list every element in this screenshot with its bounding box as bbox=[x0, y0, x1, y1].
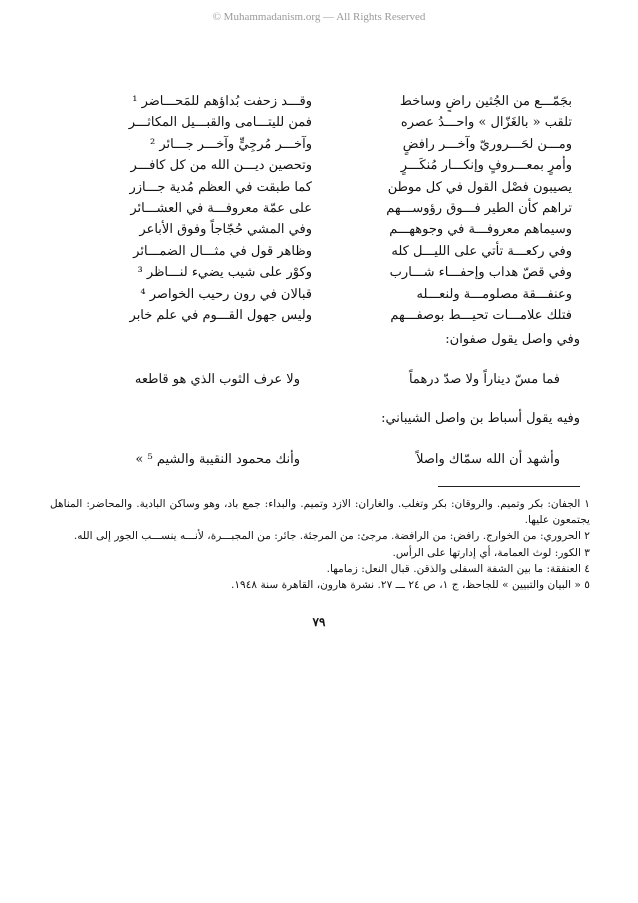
footnote: ٤ العنفقة: ما بين الشفة السفلى والذقن. قبال النعل: زمامها. bbox=[326, 562, 590, 575]
verse-first-hemistich: وعنفـــقة مصلومـــة ولنعـــله bbox=[416, 286, 572, 302]
footnote: ٥ « البيان والتبيين » للجاحظ، ج ١، ص ٢٤ ـــ ٢٧. نشرة هارون، القاهرة سنة ١٩٤٨. bbox=[230, 579, 590, 592]
verse-first-hemistich: وفي قصّ هداب وإحفـــاء شـــارب bbox=[389, 265, 572, 281]
verse-first-hemistich: ومـــن لحَـــروريّ وآخـــر رافضٍ bbox=[402, 136, 572, 152]
verse-first-hemistich: وأمرٍ بمعـــروفٍ وإنكـــار مُنكَـــرٍ bbox=[400, 158, 572, 174]
verse-second-hemistich: وقـــد زحفت بُداؤهم للمَحـــاضر ¹ bbox=[132, 94, 312, 109]
poem-verse bbox=[60, 91, 580, 112]
verse-first-hemistich: فتلك علامـــات تحيـــط بوصفـــهم bbox=[390, 307, 572, 323]
verse-second-hemistich: وتحصين ديـــن الله من كل كافـــر bbox=[130, 158, 312, 174]
verse-first-hemistich: بجَمّـــع من الجُثين راضٍ وساخط bbox=[399, 94, 572, 109]
verse-second-hemistich: قبالان في رون رحيب الخواصر ⁴ bbox=[140, 286, 312, 302]
poem-block bbox=[60, 91, 580, 326]
verse-second-hemistich: فمن لليتـــامى والقبـــيل المكاثـــر bbox=[128, 115, 312, 131]
verse-second-hemistich: وأنك محمود النقيبة والشيم ⁵ » bbox=[135, 452, 300, 467]
footnote-divider bbox=[438, 486, 580, 487]
footnote: ٣ الكور: لوث العمامة، أي إدارتها على الرأس. bbox=[392, 546, 590, 559]
poem-verse bbox=[60, 262, 580, 283]
verse-first-hemistich: وسيماهم معروفـــة في وجوههـــم bbox=[389, 222, 572, 238]
verse-second-hemistich: وظاهر قول في مثـــال الضمـــائر bbox=[133, 243, 312, 259]
verse-first-hemistich: تلقب « بالغَزّال » واحـــدُ عصره bbox=[400, 115, 572, 131]
poem-verse bbox=[60, 198, 580, 219]
verse-first-hemistich: تراهم كأن الطير فـــوق رؤوســـهم bbox=[386, 200, 572, 216]
verse-safwan bbox=[60, 372, 580, 387]
poem-verse bbox=[60, 219, 580, 240]
footnote: ١ الجفان: بكر وتميم. والروقان: بكر وتغلب. والغاران: الازد وتميم. والبداء: جمع باد، وهو وساكن البادية. والمحاضر: المناهل يجتمعون عليها. bbox=[50, 498, 590, 527]
verse-first-hemistich: وفي ركعـــة تأتي على الليـــل كله bbox=[391, 243, 572, 259]
intro-asbat: وفيه يقول أسباط بن واصل الشيباني: bbox=[381, 411, 580, 426]
poem-verse bbox=[60, 134, 580, 155]
verse-first-hemistich: فما مسّ ديناراً ولا صدّ درهماً bbox=[408, 372, 560, 387]
verse-first-hemistich: وأشهد أن الله سمّاك واصلاً bbox=[416, 452, 560, 467]
copyright-watermark: © Muhammadanism.org — All Rights Reserved bbox=[212, 11, 426, 23]
footnotes bbox=[50, 496, 590, 593]
poem-verse bbox=[60, 177, 580, 198]
poem-verse bbox=[60, 241, 580, 262]
verse-second-hemistich: ولا عرف الثوب الذي هو قاطعه bbox=[134, 372, 300, 387]
intro-safwan: وفي واصل يقول صفوان: bbox=[445, 332, 580, 347]
footnote: ٢ الحروري: من الخوارج. رافض: من الرافضة. مرجئ: من المرجئة. جائر: من المجبـــرة، لأنـــه ينســـب الجور إلى الله. bbox=[73, 530, 590, 543]
verse-second-hemistich: وفي المشي حُجّاجاً وفوق الأباعر bbox=[139, 222, 312, 238]
verse-first-hemistich: يصيبون فصْل القول في كل موطن bbox=[387, 179, 572, 195]
verse-second-hemistich: وكوْر على شيب يضيء لنـــاظر ³ bbox=[137, 265, 312, 281]
poem-verse bbox=[60, 112, 580, 133]
poem-verse bbox=[60, 284, 580, 305]
verse-asbat bbox=[60, 452, 580, 467]
poem-verse bbox=[60, 155, 580, 176]
verse-second-hemistich: وآخـــر مُرجِيٍّ وآخـــر جـــائر ² bbox=[149, 136, 312, 152]
verse-second-hemistich: على عمّة معروفـــة في العشـــائر bbox=[130, 200, 312, 216]
poem-verse bbox=[60, 305, 580, 326]
page-number: ٧٩ bbox=[312, 615, 326, 629]
verse-second-hemistich: كما طبقت في العظم مُدية جـــازر bbox=[129, 179, 312, 195]
verse-second-hemistich: وليس جهول القـــوم في علم خابر bbox=[129, 307, 312, 323]
